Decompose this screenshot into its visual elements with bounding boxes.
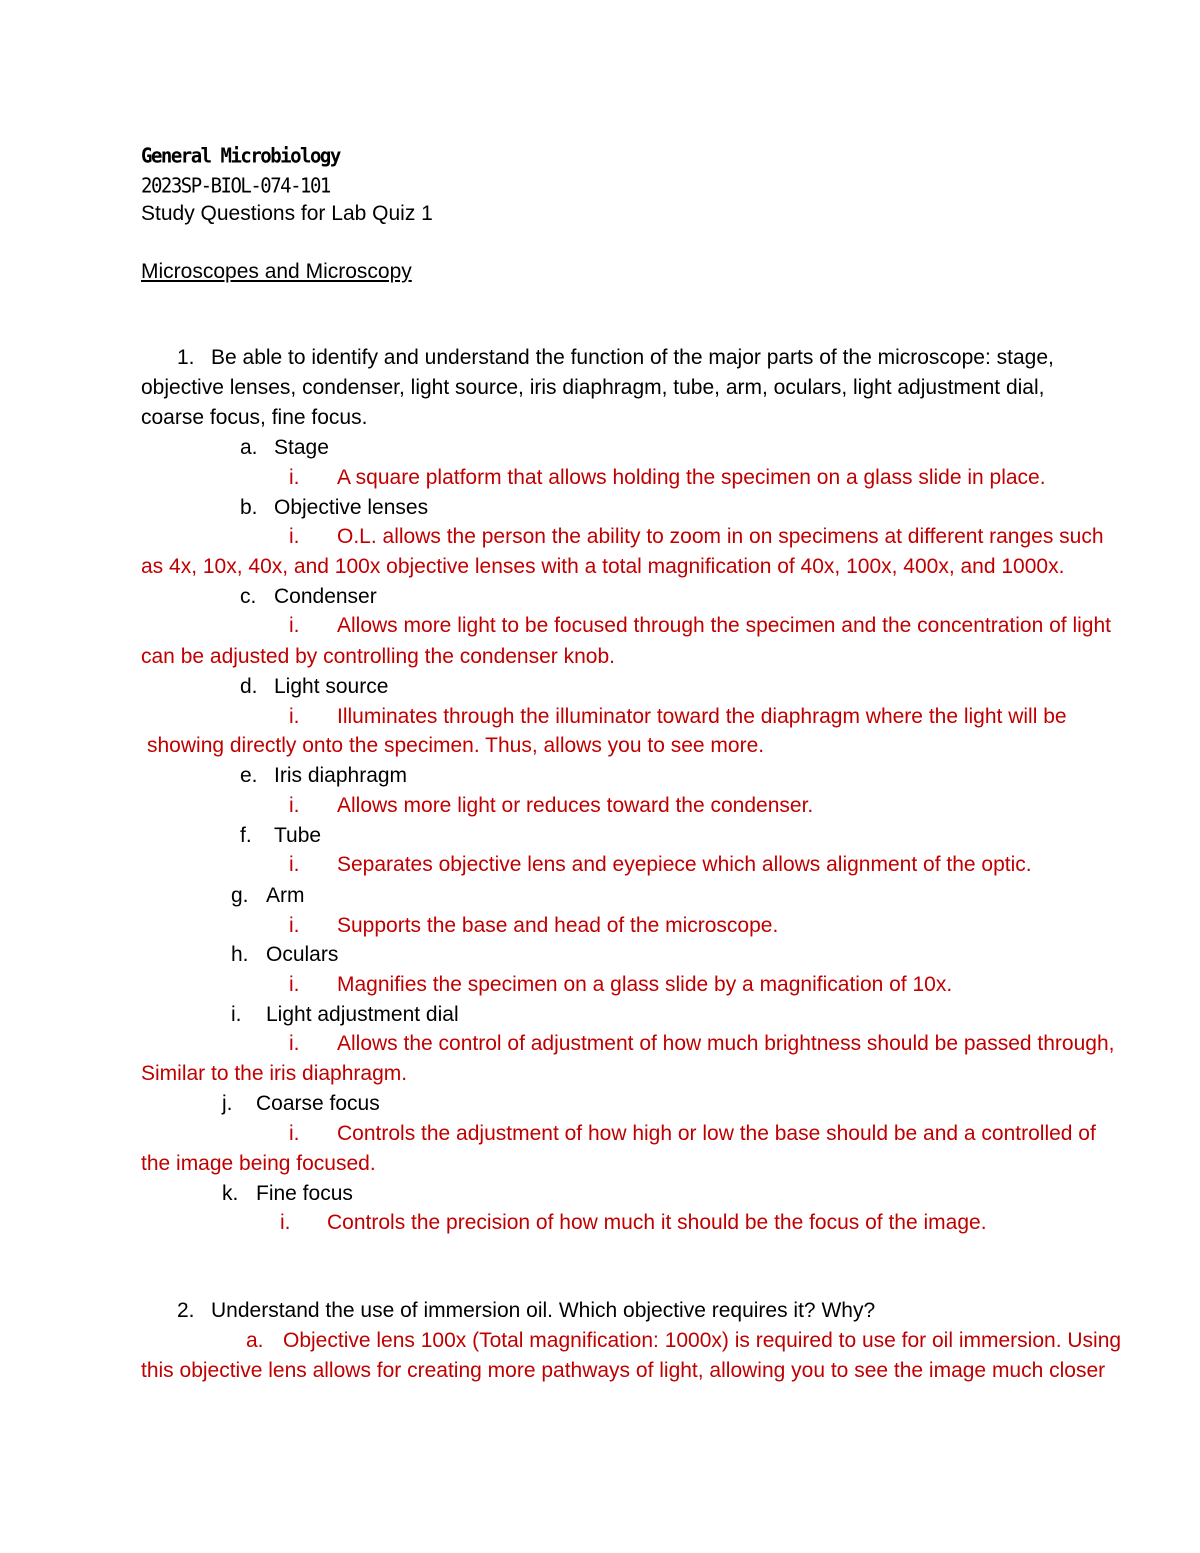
document-subtitle: Study Questions for Lab Quiz 1 [141, 202, 433, 225]
answer-marker: i. [289, 1122, 300, 1145]
answer-text: Illuminates through the illuminator toward the diaphragm where the light will be [337, 705, 1067, 728]
item-label: Light adjustment dial [266, 1003, 459, 1026]
q1-text-line-1: Be able to identify and understand the function of the major parts of the microscope: stage, [211, 346, 1054, 369]
item-marker: a. [240, 436, 258, 459]
q1-text-line-3: coarse focus, fine focus. [141, 406, 368, 429]
answer-marker: i. [289, 794, 300, 817]
answer-text: Controls the adjustment of how high or low the base should be and a controlled of [337, 1122, 1096, 1145]
item-marker: c. [240, 585, 257, 608]
item-marker: e. [240, 764, 258, 787]
q1-text-line-2: objective lenses, condenser, light source, iris diaphragm, tube, arm, oculars, light adjustment dial, [141, 376, 1045, 399]
item-label: Objective lenses [274, 496, 429, 519]
answer-text: Allows more light to be focused through the specimen and the concentration of light [337, 614, 1111, 637]
item-label: Condenser [274, 585, 377, 608]
item-label: Oculars [266, 943, 339, 966]
answer-text: Allows more light or reduces toward the condenser. [337, 794, 814, 817]
q2-text: Understand the use of immersion oil. Which objective requires it? Why? [211, 1299, 876, 1322]
item-marker: g. [231, 884, 249, 907]
item-label: Coarse focus [256, 1092, 380, 1115]
item-marker: j. [222, 1092, 233, 1115]
item-label: Tube [274, 824, 322, 847]
section-heading: Microscopes and Microscopy [141, 260, 412, 283]
item-marker: b. [240, 496, 258, 519]
answer-text: Separates objective lens and eyepiece which allows alignment of the optic. [337, 853, 1032, 876]
q1-number: 1. [177, 346, 195, 369]
answer-text: Controls the precision of how much it should be the focus of the image. [327, 1211, 987, 1234]
q2-number: 2. [177, 1299, 195, 1322]
item-label: Iris diaphragm [274, 764, 408, 787]
q2-answer-line-2: this objective lens allows for creating more pathways of light, allowing you to see the image much closer [141, 1359, 1106, 1382]
answer-text: Similar to the iris diaphragm. [141, 1062, 408, 1085]
answer-marker: i. [289, 705, 300, 728]
item-marker: f. [240, 824, 252, 847]
answer-text: the image being focused. [141, 1152, 376, 1175]
item-marker: d. [240, 675, 258, 698]
answer-marker: i. [289, 1032, 300, 1055]
answer-marker: i. [289, 914, 300, 937]
answer-text: O.L. allows the person the ability to zoom in on specimens at different ranges such [337, 525, 1104, 548]
answer-text: as 4x, 10x, 40x, and 100x objective lenses with a total magnification of 40x, 100x, 400x, and 1000x. [141, 555, 1065, 578]
answer-text: showing directly onto the specimen. Thus, allows you to see more. [147, 734, 765, 757]
course-title: General Microbiology [141, 144, 340, 168]
course-code: 2023SP-BIOL-074-101 [141, 174, 330, 198]
q2-answer-marker: a. [246, 1329, 264, 1352]
answer-text: A square platform that allows holding the specimen on a glass slide in place. [337, 466, 1046, 489]
answer-marker: i. [289, 853, 300, 876]
q2-answer-line-1: Objective lens 100x (Total magnification: 1000x) is required to use for oil immersion. Using [283, 1329, 1122, 1352]
item-label: Light source [274, 675, 389, 698]
answer-marker: i. [280, 1211, 291, 1234]
item-label: Fine focus [256, 1182, 353, 1205]
item-marker: k. [222, 1182, 239, 1205]
item-marker: h. [231, 943, 249, 966]
answer-marker: i. [289, 614, 300, 637]
answer-marker: i. [289, 466, 300, 489]
answer-marker: i. [289, 525, 300, 548]
item-marker: i. [231, 1003, 242, 1026]
answer-text: Allows the control of adjustment of how much brightness should be passed through, [337, 1032, 1115, 1055]
answer-text: Supports the base and head of the microscope. [337, 914, 779, 937]
item-label: Arm [266, 884, 305, 907]
answer-text: Magnifies the specimen on a glass slide by a magnification of 10x. [337, 973, 953, 996]
answer-text: can be adjusted by controlling the condenser knob. [141, 645, 615, 668]
answer-marker: i. [289, 973, 300, 996]
item-label: Stage [274, 436, 329, 459]
